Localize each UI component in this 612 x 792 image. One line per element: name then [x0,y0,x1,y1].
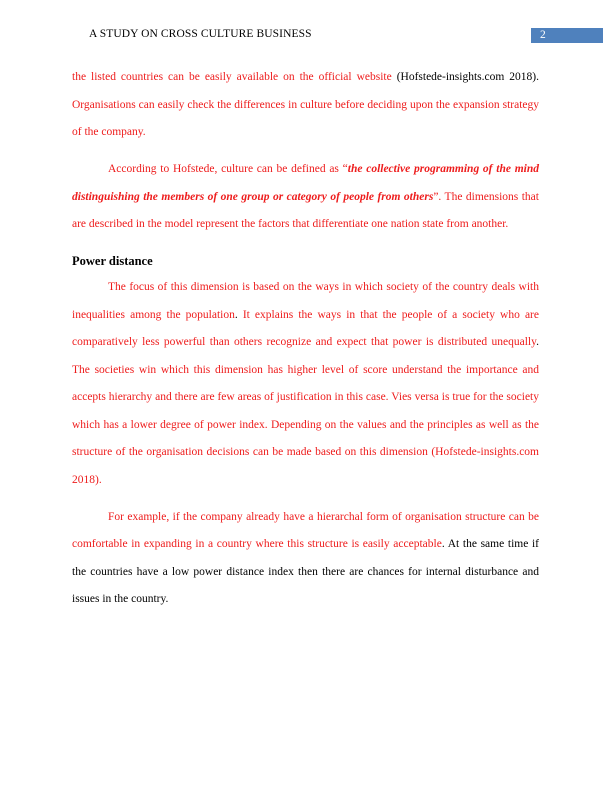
section-heading: Power distance [72,254,153,268]
p2-tail: ”. The dimensions that are described in the model represent the factors that differentiate one nation state from another. [72,190,539,230]
paragraph-1 [72,64,539,147]
p3-red-text: The focus of this dimension is based on the ways in which society of the country deals with inequalities among the population [72,281,539,321]
p1-red-text-2: Organisations can easily check the differences in culture before deciding upon the expansion strategy of the company. [72,98,539,138]
paragraph-2 [72,156,539,239]
p3-black-text: . [234,308,238,321]
p1-citation: (Hofstede-insights.com 2018). [396,71,540,83]
document-body [72,64,539,623]
p2-quote: the collective programming of the mind distinguishing the members of one group or category of people from others [72,163,539,203]
page-number-box [531,28,603,43]
p4-red-text: For example, if the company already have a hierarchal form of organisation structure can be comfortable in expanding in a country where this structure is easily acceptable [72,510,539,550]
p4-black-text: . At the same time if the countries have a low power distance index then there are chances for internal disturbance and issues in the country. [72,538,539,605]
p2-lead: According to Hofstede, culture can be defined as “ [108,163,348,175]
page-number: 2 [540,29,546,41]
running-header-title: A STUDY ON CROSS CULTURE BUSINESS [89,28,312,40]
paragraph-3 [72,274,539,494]
paragraph-4 [72,504,539,614]
p3-red-text-3: The societies win which this dimension has higher level of score understand the importance and accepts hierarchy and there are few areas of justification in this case. Vies versa is true for the society which has a lower degree of power index. Depending on the values and the principles as well as the structure of the organisation decisions can be made based on this dimension (Hofstede-insights.com 2018). [72,363,539,486]
p1-red-text: the listed countries can be easily available on the official website [72,71,397,83]
p3-black-text-2: . [536,336,539,348]
p3-red-text-2: It explains the ways in that the people of a society who are comparatively less powerful than others recognize and expect that power is distributed unequally [72,308,539,348]
